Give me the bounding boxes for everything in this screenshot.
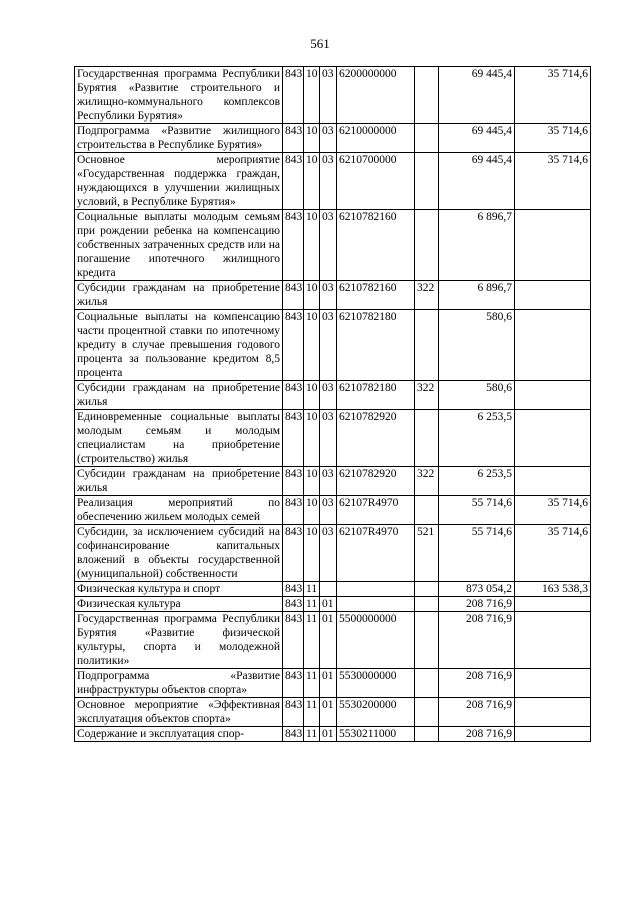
- expense-type-cell: [415, 582, 439, 597]
- expense-type-cell: [415, 612, 439, 669]
- target-article-cell: 6210782160: [337, 281, 415, 310]
- row-name-cell: Подпрограмма «Развитие инфраструктуры объектов спорта»: [75, 669, 283, 698]
- expense-type-cell: [415, 496, 439, 525]
- ministry-code-cell: 843: [283, 597, 304, 612]
- page-number: 561: [310, 36, 330, 51]
- ministry-code-cell: 843: [283, 698, 304, 727]
- amount-cell: [515, 410, 591, 467]
- section-code-cell: 10: [304, 153, 320, 210]
- subsection-code-cell: 03: [320, 67, 337, 124]
- target-article-cell: 6210782920: [337, 467, 415, 496]
- expense-type-cell: [415, 124, 439, 153]
- section-code-cell: 10: [304, 310, 320, 381]
- table-row: [75, 281, 591, 310]
- table-row: [75, 153, 591, 210]
- section-code-cell: 11: [304, 698, 320, 727]
- expense-type-cell: 322: [415, 281, 439, 310]
- amount-cell: 208 716,9: [439, 698, 515, 727]
- expense-type-cell: [415, 67, 439, 124]
- row-name-cell: Субсидии гражданам на приобретение жилья: [75, 381, 283, 410]
- table-row: [75, 210, 591, 281]
- subsection-code-cell: 03: [320, 381, 337, 410]
- target-article-cell: 62107R4970: [337, 496, 415, 525]
- subsection-code-cell: 03: [320, 525, 337, 582]
- section-code-cell: 10: [304, 67, 320, 124]
- ministry-code-cell: 843: [283, 153, 304, 210]
- table-row: [75, 698, 591, 727]
- subsection-code-cell: 03: [320, 210, 337, 281]
- amount-cell: [515, 612, 591, 669]
- table-row: [75, 410, 591, 467]
- row-name-cell: Реализация мероприятий по обеспечению жильем молодых семей: [75, 496, 283, 525]
- expense-type-cell: [415, 210, 439, 281]
- expense-type-cell: 521: [415, 525, 439, 582]
- ministry-code-cell: 843: [283, 410, 304, 467]
- section-code-cell: 11: [304, 727, 320, 742]
- subsection-code-cell: 01: [320, 727, 337, 742]
- table-row: [75, 381, 591, 410]
- amount-cell: [515, 597, 591, 612]
- amount-cell: [515, 698, 591, 727]
- row-name-cell: Социальные выплаты молодым семьям при рождении ребенка на компенсацию собственных затраченных средств или на погашение ипотечного жилищного кредита: [75, 210, 283, 281]
- table-row: [75, 727, 591, 742]
- amount-cell: [515, 310, 591, 381]
- subsection-code-cell: 03: [320, 496, 337, 525]
- row-name-cell: Субсидии гражданам на приобретение жилья: [75, 281, 283, 310]
- row-name-cell: Физическая культура и спорт: [75, 582, 283, 597]
- amount-cell: 6 253,5: [439, 410, 515, 467]
- ministry-code-cell: 843: [283, 210, 304, 281]
- target-article-cell: [337, 582, 415, 597]
- section-code-cell: 10: [304, 281, 320, 310]
- subsection-code-cell: 03: [320, 467, 337, 496]
- target-article-cell: 6210782180: [337, 310, 415, 381]
- row-name-cell: Единовременные социальные выплаты молодым семьям и молодым специалистам на приобретение (строительство) жилья: [75, 410, 283, 467]
- amount-cell: 55 714,6: [439, 525, 515, 582]
- amount-cell: 6 896,7: [439, 210, 515, 281]
- target-article-cell: 6200000000: [337, 67, 415, 124]
- amount-cell: 6 253,5: [439, 467, 515, 496]
- budget-table: [74, 66, 591, 742]
- target-article-cell: 6210782180: [337, 381, 415, 410]
- expense-type-cell: [415, 597, 439, 612]
- row-name-cell: Государственная программа Республики Бурятия «Развитие строительного и жилищно-коммунального комплексов Республики Бурятия»: [75, 67, 283, 124]
- ministry-code-cell: 843: [283, 727, 304, 742]
- ministry-code-cell: 843: [283, 381, 304, 410]
- section-code-cell: 10: [304, 124, 320, 153]
- row-name-cell: Физическая культура: [75, 597, 283, 612]
- table-row: [75, 597, 591, 612]
- amount-cell: 580,6: [439, 310, 515, 381]
- amount-cell: 873 054,2: [439, 582, 515, 597]
- section-code-cell: 11: [304, 612, 320, 669]
- section-code-cell: 10: [304, 496, 320, 525]
- expense-type-cell: [415, 669, 439, 698]
- amount-cell: [515, 281, 591, 310]
- table-row: [75, 669, 591, 698]
- target-article-cell: 6210782160: [337, 210, 415, 281]
- table-row: [75, 496, 591, 525]
- subsection-code-cell: 03: [320, 124, 337, 153]
- ministry-code-cell: 843: [283, 124, 304, 153]
- target-article-cell: 6210000000: [337, 124, 415, 153]
- ministry-code-cell: 843: [283, 467, 304, 496]
- amount-cell: 35 714,6: [515, 67, 591, 124]
- table-row: [75, 310, 591, 381]
- row-name-cell: Государственная программа Республики Бурятия «Развитие физической культуры, спорта и молодежной политики»: [75, 612, 283, 669]
- amount-cell: [515, 210, 591, 281]
- ministry-code-cell: 843: [283, 525, 304, 582]
- target-article-cell: 5530200000: [337, 698, 415, 727]
- amount-cell: 208 716,9: [439, 612, 515, 669]
- row-name-cell: Субсидии, за исключением субсидий на софинансирование капитальных вложений в объекты государственной (муниципальной) собственности: [75, 525, 283, 582]
- amount-cell: 6 896,7: [439, 281, 515, 310]
- amount-cell: 35 714,6: [515, 496, 591, 525]
- table-row: [75, 582, 591, 597]
- amount-cell: 69 445,4: [439, 124, 515, 153]
- ministry-code-cell: 843: [283, 669, 304, 698]
- amount-cell: 208 716,9: [439, 669, 515, 698]
- table-row: [75, 525, 591, 582]
- expense-type-cell: 322: [415, 381, 439, 410]
- table-row: [75, 124, 591, 153]
- amount-cell: [515, 727, 591, 742]
- row-name-cell: Содержание и эксплуатация спор-: [75, 727, 283, 742]
- amount-cell: 208 716,9: [439, 727, 515, 742]
- subsection-code-cell: 01: [320, 669, 337, 698]
- subsection-code-cell: 03: [320, 153, 337, 210]
- table-row: [75, 612, 591, 669]
- ministry-code-cell: 843: [283, 281, 304, 310]
- section-code-cell: 10: [304, 467, 320, 496]
- row-name-cell: Подпрограмма «Развитие жилищного строительства в Республике Бурятия»: [75, 124, 283, 153]
- ministry-code-cell: 843: [283, 612, 304, 669]
- amount-cell: 35 714,6: [515, 124, 591, 153]
- row-name-cell: Социальные выплаты на компенсацию части процентной ставки по ипотечному кредиту в случае превышения годового процента за пользование кредитом 8,5 процента: [75, 310, 283, 381]
- amount-cell: [515, 381, 591, 410]
- section-code-cell: 10: [304, 525, 320, 582]
- subsection-code-cell: 01: [320, 612, 337, 669]
- amount-cell: 55 714,6: [439, 496, 515, 525]
- amount-cell: 580,6: [439, 381, 515, 410]
- target-article-cell: 62107R4970: [337, 525, 415, 582]
- section-code-cell: 10: [304, 410, 320, 467]
- amount-cell: 69 445,4: [439, 67, 515, 124]
- section-code-cell: 11: [304, 582, 320, 597]
- row-name-cell: Субсидии гражданам на приобретение жилья: [75, 467, 283, 496]
- section-code-cell: 11: [304, 597, 320, 612]
- ministry-code-cell: 843: [283, 310, 304, 381]
- expense-type-cell: [415, 410, 439, 467]
- target-article-cell: 5530000000: [337, 669, 415, 698]
- expense-type-cell: [415, 310, 439, 381]
- ministry-code-cell: 843: [283, 496, 304, 525]
- target-article-cell: 6210782920: [337, 410, 415, 467]
- ministry-code-cell: 843: [283, 67, 304, 124]
- subsection-code-cell: 03: [320, 310, 337, 381]
- subsection-code-cell: [320, 582, 337, 597]
- budget-table-body: [75, 67, 591, 742]
- table-row: [75, 67, 591, 124]
- section-code-cell: 10: [304, 381, 320, 410]
- amount-cell: [515, 467, 591, 496]
- section-code-cell: 10: [304, 210, 320, 281]
- subsection-code-cell: 03: [320, 281, 337, 310]
- target-article-cell: [337, 597, 415, 612]
- amount-cell: 163 538,3: [515, 582, 591, 597]
- target-article-cell: 5500000000: [337, 612, 415, 669]
- row-name-cell: Основное мероприятие «Государственная поддержка граждан, нуждающихся в улучшении жилищных условий, в Республике Бурятия»: [75, 153, 283, 210]
- subsection-code-cell: 01: [320, 698, 337, 727]
- ministry-code-cell: 843: [283, 582, 304, 597]
- amount-cell: [515, 669, 591, 698]
- subsection-code-cell: 01: [320, 597, 337, 612]
- amount-cell: 35 714,6: [515, 153, 591, 210]
- expense-type-cell: 322: [415, 467, 439, 496]
- section-code-cell: 11: [304, 669, 320, 698]
- target-article-cell: 5530211000: [337, 727, 415, 742]
- expense-type-cell: [415, 727, 439, 742]
- amount-cell: 208 716,9: [439, 597, 515, 612]
- expense-type-cell: [415, 153, 439, 210]
- table-row: [75, 467, 591, 496]
- expense-type-cell: [415, 698, 439, 727]
- target-article-cell: 6210700000: [337, 153, 415, 210]
- amount-cell: 35 714,6: [515, 525, 591, 582]
- amount-cell: 69 445,4: [439, 153, 515, 210]
- row-name-cell: Основное мероприятие «Эффективная эксплуатация объектов спорта»: [75, 698, 283, 727]
- subsection-code-cell: 03: [320, 410, 337, 467]
